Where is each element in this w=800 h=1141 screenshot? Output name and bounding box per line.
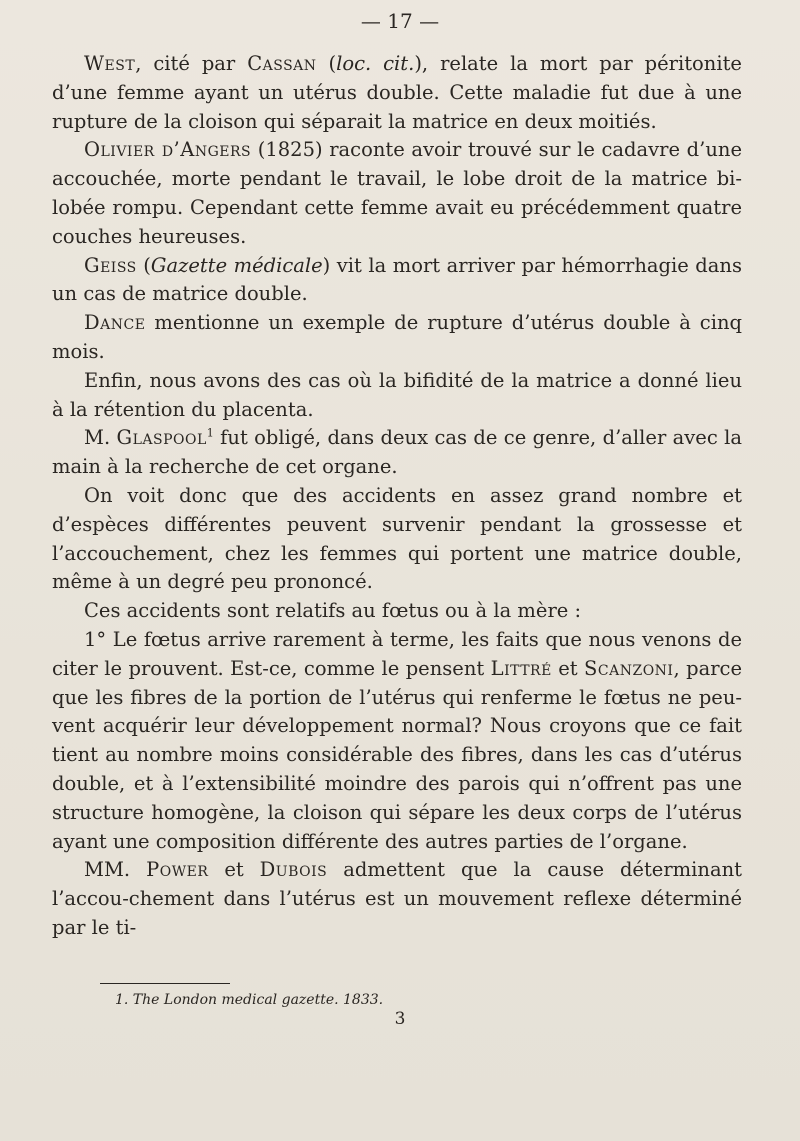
author-name: Glaspool xyxy=(116,426,207,450)
author-name: Dubois xyxy=(259,858,328,882)
body-text xyxy=(52,50,742,943)
author-name: Cassan xyxy=(247,52,317,75)
paragraph-enfin: Enfin, nous avons des cas où la bifidité de la matrice a donné lieu à la rétention du placenta. xyxy=(52,368,742,421)
author-name: Olivier d’Angers xyxy=(84,138,252,162)
paragraph-ces: Ces accidents sont relatifs au fœtus ou à la mère : xyxy=(84,599,582,623)
paragraph-geiss: Geiss (Gazette médicale) vit la mort arriver par hémorrhagie dans un cas de matrice double. xyxy=(52,253,742,306)
signature-mark: 3 xyxy=(394,1009,406,1029)
footnote: 1. The London medical gazette. 1833. xyxy=(115,992,384,1008)
page-header xyxy=(0,0,800,36)
author-name: West xyxy=(84,52,136,75)
paragraph-power: MM. Power et Dubois admettent que la cause déterminant l’accou-chement dans l’utérus est un mouvement reflexe déterminé par le ti- xyxy=(52,858,742,939)
author-name: Dance xyxy=(84,311,146,335)
footnote-marker: 1 xyxy=(206,426,214,440)
page-number: — 17 — xyxy=(360,9,440,33)
paragraph-glaspool: M. Glaspool$^1$ fut obligé, dans deux cas de ce genre, d’aller avec la main à la recherche de cet organe. xyxy=(52,426,742,479)
author-name: Littré xyxy=(490,656,552,680)
paragraph-west: West, cité par Cassan (loc. cit.), relate la mort par péritonite d’une femme ayant un utérus double. Cette maladie fut due à une rupture de la cloison qui séparait la matrice en deux moitiés. xyxy=(52,52,742,133)
citation: Gazette médicale xyxy=(150,253,323,277)
paragraph-onvoit: On voit donc que des accidents en assez grand nombre et d’espèces différentes peuvent survenir pendant la grossesse et l’accouchement, chez les femmes qui portent une matrice double, même à un degré peu prononcé. xyxy=(52,483,742,594)
paragraph-olivier: Olivier d’Angers (1825) raconte avoir trouvé sur le cadavre d’une accouchée, morte pendant le travail, le lobe droit de la matrice bi-lobée rompu. Cependant cette femme avait eu précédemment quatre couches heureuses. xyxy=(52,138,742,248)
author-name: Power xyxy=(146,858,209,882)
citation: loc. cit. xyxy=(336,52,415,75)
footnote-divider xyxy=(100,983,230,984)
author-name: Scanzoni xyxy=(584,656,674,680)
paragraph-foetus: 1° Le fœtus arrive rarement à terme, les faits que nous venons de citer le prouvent. Est-ce, comme le pensent Littré et Scanzoni, parce que les fibres de la portion de l’utérus qui renferme le fœtus ne peu-vent acquérir leur développement normal? Nous croyons que ce fait tient au nombre moins considérable des fibres, dans les cas d’utérus double, et à l’extensibilité moindre des parois qui n’offrent pas une structure homogène, la cloison qui sépare les deux corps de l’utérus ayant une composition différente des autres parties de l’organe. xyxy=(52,627,742,853)
author-name: Geiss xyxy=(84,253,137,277)
paragraph-dance: Dance mentionne un exemple de rupture d’utérus double à cinq mois. xyxy=(52,311,742,363)
